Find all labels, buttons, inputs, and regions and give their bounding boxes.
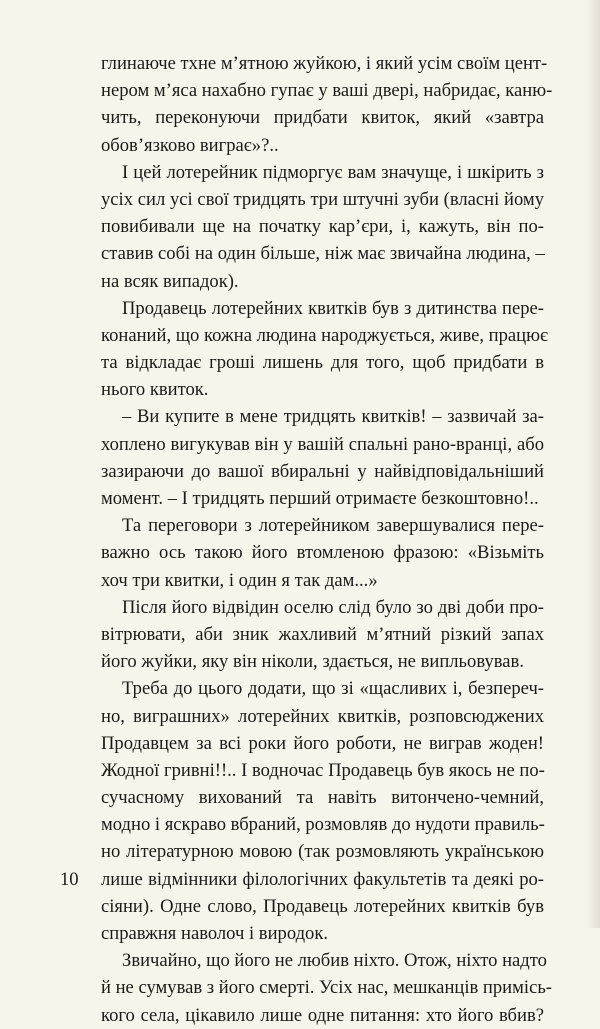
text-line: на всяк випадок).: [101, 270, 239, 292]
text-line: усіх сил усі свої тридцять три штучні зуби (власні йому: [101, 188, 544, 210]
text-line: кого села, цікавило лише одне питання: хто його вбив?: [101, 1004, 544, 1026]
text-line: лише відмінники філологічних факультетів та деякі ро-: [101, 868, 544, 890]
paragraph: [101, 50, 553, 159]
text-line: но літературною мовою (так розмовляють українською: [101, 841, 544, 863]
text-line: важно ось такою його втомленою фразою: «Візьміть: [101, 542, 544, 564]
text-line: конаний, що кожна людина народжується, живе, працює: [101, 324, 549, 346]
text-line: його жуйки, яку він ніколи, здається, не випльовував.: [101, 651, 524, 673]
text-line: сіяни). Одне слово, Продавець лотерейних квитків був: [101, 895, 544, 917]
text-line: зазираючи до вашої вбиральні у найвідповідальніший: [101, 460, 544, 482]
page-edge-shadow: [586, 0, 600, 928]
paragraph: [101, 594, 544, 676]
page-number: 10: [60, 869, 79, 890]
paragraph: [101, 403, 544, 512]
text-line: хоплено вигукував він у вашій спальні рано-вранці, або: [101, 433, 544, 455]
text-line: момент. – І тридцять перший отримаєте безкоштовно!..: [101, 488, 539, 509]
text-line: та відкладає гроші лишень для того, щоб придбати в: [101, 352, 544, 374]
text-line: І цей лотерейник підморгує вам значуще, і шкірить з: [122, 161, 544, 183]
text-line: Продавець лотерейних квитків був з дитинства пере-: [122, 297, 544, 319]
body-text: [101, 50, 553, 1029]
text-line: Треба до цього додати, що зі «щасливих і, безпереч-: [122, 678, 544, 700]
text-line: модно і яскраво вбраний, розмовляв до нудоти правиль-: [101, 814, 545, 836]
paragraph: [101, 947, 552, 1029]
text-line: – Ви купите в мене тридцять квитків! – зазвичай за-: [122, 406, 544, 428]
text-line: нером м’яса нахабно гупає у ваші двері, набридає, каню-: [101, 80, 553, 102]
paragraph: [101, 675, 544, 947]
text-line: нього квиток.: [101, 379, 209, 401]
paragraph: [101, 159, 544, 295]
text-line: хоч три квитки, і один я так дам...»: [101, 569, 378, 591]
text-line: вітрювати, аби зник жахливий м’ятний різкий запах: [101, 623, 544, 645]
text-line: обов’язково виграє»?..: [101, 134, 279, 156]
text-line: Жодної гривні!!.. І водночас Продавець був якось не по-: [101, 759, 545, 781]
text-line: й не сумував з його смерті. Усіх нас, мешканців примісь-: [101, 977, 552, 999]
paragraph: [101, 295, 549, 404]
text-line: ставив собі на один більше, ніж має звичайна людина, –: [101, 243, 545, 265]
text-line: Звичайно, що його не любив ніхто. Отож, ніхто надто: [122, 950, 547, 972]
text-line: чить, переконуючи придбати квиток, який «завтра: [101, 107, 544, 129]
text-line: но, виграшних» лотерейних квитків, розповсюджених: [101, 705, 544, 727]
text-line: глинаюче тхне м’ятною жуйкою, і який усім своїм цент-: [101, 53, 548, 74]
text-line: сучасному вихований та навіть витончено-чемний,: [101, 787, 544, 809]
text-line: Та переговори з лотерейником завершувалися пере-: [122, 515, 544, 537]
text-line: повибивали ще на початку кар’єри, і, кажуть, він по-: [101, 216, 544, 238]
paragraph: [101, 512, 544, 594]
text-line: справжня наволоч і виродок.: [101, 923, 329, 944]
text-line: Після його відвідин оселю слід було зо дві доби про-: [122, 596, 544, 618]
text-line: Продавцем за всі роки його роботи, не виграв жоден!: [101, 732, 544, 754]
